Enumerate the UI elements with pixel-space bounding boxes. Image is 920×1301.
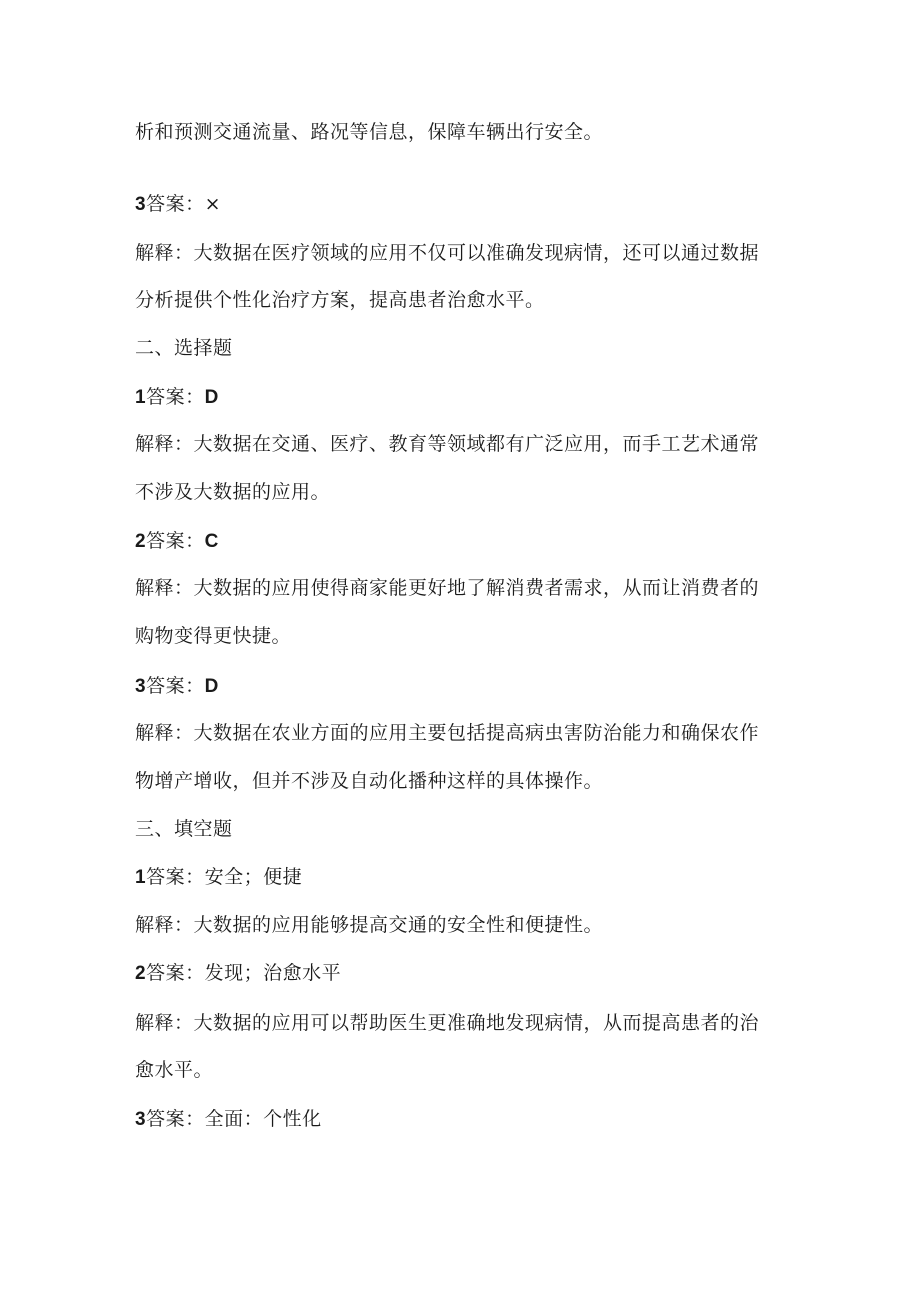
fb2-explanation-line2: 愈水平。 — [135, 1059, 214, 1081]
answer-value: D — [204, 387, 219, 408]
mc3-explanation-line2: 物增产增收，但并不涉及自动化播种这样的具体操作。 — [135, 770, 604, 792]
answer-value: D — [204, 676, 219, 697]
answer-number: 1 — [135, 867, 147, 888]
answer-value: 全面：个性化 — [204, 1108, 322, 1130]
mc1-explanation-line1: 解释：大数据在交通、医疗、教育等领域都有广泛应用，而手工艺术通常 — [135, 433, 760, 455]
answer-label: 答案： — [146, 530, 205, 552]
answer-number: 2 — [135, 531, 147, 552]
answer-label: 答案： — [146, 1108, 205, 1130]
answer-number: 2 — [135, 963, 147, 984]
answer-value: C — [204, 531, 219, 552]
fb2-explanation-line1: 解释：大数据的应用可以帮助医生更准确地发现病情，从而提高患者的治 — [135, 1012, 760, 1034]
tf3-answer — [135, 191, 221, 218]
mc2-explanation-line1: 解释：大数据的应用使得商家能更好地了解消费者需求，从而让消费者的 — [135, 577, 760, 599]
mc2-explanation-line2: 购物变得更快捷。 — [135, 625, 292, 647]
mc3-explanation-line1: 解释：大数据在农业方面的应用主要包括提高病虫害防治能力和确保农作 — [135, 722, 760, 744]
section-heading-choice: 二、选择题 — [135, 337, 233, 359]
mc1-answer — [135, 384, 219, 411]
answer-value: 发现；治愈水平 — [204, 962, 342, 984]
tf3-explanation-line1: 解释：大数据在医疗领域的应用不仅可以准确发现病情，还可以通过数据 — [135, 242, 760, 264]
fb1-explanation: 解释：大数据的应用能够提高交通的安全性和便捷性。 — [135, 914, 604, 936]
answer-label: 答案： — [146, 675, 205, 697]
answer-value: × — [204, 193, 222, 215]
answer-label: 答案： — [146, 386, 205, 408]
answer-number: 1 — [135, 387, 147, 408]
mc1-explanation-line2: 不涉及大数据的应用。 — [135, 481, 331, 503]
answer-number: 3 — [135, 194, 147, 215]
answer-label: 答案： — [146, 962, 205, 984]
tf3-explanation-line2: 分析提供个性化治疗方案，提高患者治愈水平。 — [135, 289, 545, 311]
answer-value: 安全；便捷 — [204, 866, 303, 888]
answer-label: 答案： — [146, 866, 205, 888]
fb2-answer — [135, 960, 341, 987]
fb3-answer — [135, 1106, 322, 1133]
paragraph-continuation: 析和预测交通流量、路况等信息，保障车辆出行安全。 — [135, 121, 604, 143]
fb1-answer — [135, 864, 302, 891]
answer-label: 答案： — [146, 193, 205, 215]
mc2-answer — [135, 528, 219, 555]
answer-number: 3 — [135, 1109, 147, 1130]
answer-number: 3 — [135, 676, 147, 697]
mc3-answer — [135, 673, 219, 700]
section-heading-fill-blank: 三、填空题 — [135, 818, 233, 840]
